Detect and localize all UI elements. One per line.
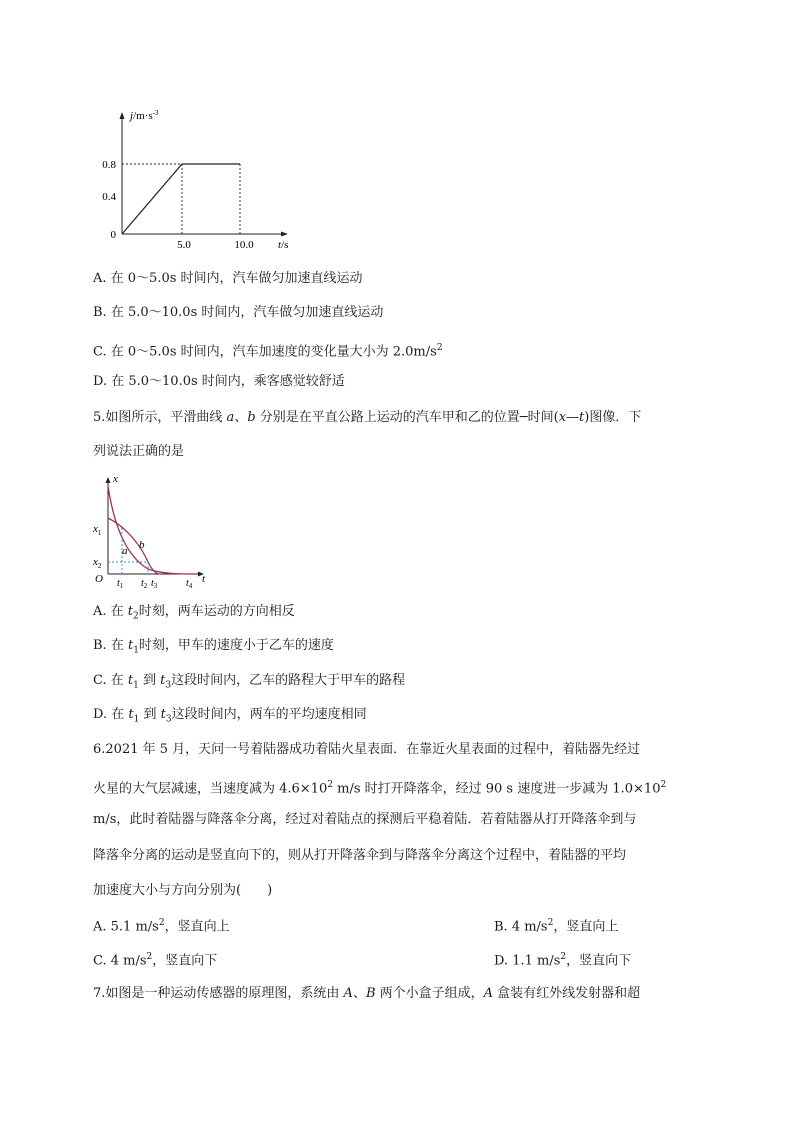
- t3-label: $t_3$: [151, 578, 158, 590]
- curve-a: [108, 486, 196, 574]
- q6-stem-line5: 加速度大小与方向分别为( ): [93, 883, 273, 898]
- t4-label: $t_4$: [186, 578, 193, 590]
- t-axis-label: t: [202, 573, 206, 585]
- q6-stem-line3: m/s，此时着陆器与降落伞分离，经过对着陆点的探测后平稳着陆．若着陆器从打开降落伞到与: [93, 812, 637, 827]
- q6-option-b: B. 4 $m/s^2$，竖直向上: [494, 918, 619, 935]
- q5-stem-line2: 列说法正确的是: [93, 444, 185, 459]
- x-axis-label: t/s: [278, 239, 289, 250]
- y-tick-0: 0: [110, 229, 116, 241]
- q4-option-d: D. 在 5.0～10.0s 时间内，乘客感觉较舒适: [93, 374, 345, 389]
- q6-stem-line2: 火星的大气层减速，当速度减为 $4.6\times 10^2$ m/s 时打开降落伞，经过 90 s 速度进一步减为 $1.0\times 10^2$: [93, 780, 667, 797]
- curve-b: [108, 518, 160, 574]
- jerk-time-graph: [100, 108, 300, 250]
- jerk-line: [122, 164, 240, 234]
- origin-label: O: [95, 573, 103, 585]
- y-axis-label: $j/m\cdot s^{-3}$: [130, 109, 159, 122]
- q6-stem-line4: 降落伞分离的运动是竖直向下的，则从打开降落伞到与降落伞分离这个过程中，着陆器的平均: [93, 848, 627, 863]
- y-axis-arrow: [120, 112, 125, 119]
- q5-option-d: D. 在 $t_1$ 到 $t_3$这段时间内，两车的平均速度相同: [93, 707, 367, 725]
- q6-stem-line1: 6.2021 年 5 月，天问一号着陆器成功着陆火星表面．在靠近火星表面的过程中，着陆器先经过: [93, 742, 641, 757]
- t1-label: $t_1$: [117, 578, 124, 590]
- q6-option-d: D. 1.1 $m/s^2$，竖直向下: [494, 952, 632, 969]
- x2-label: $x_2$: [93, 556, 102, 570]
- q6-option-c: C. 4 $m/s^2$，竖直向下: [93, 952, 218, 969]
- q6-option-a: A. 5.1 $m/s^2$，竖直向上: [93, 918, 230, 935]
- vertical-axis-label: x: [113, 473, 118, 485]
- q5-option-c: C. 在 $t_1$ 到 $t_3$这段时间内，乙车的路程大于甲车的路程: [93, 673, 406, 691]
- q4-option-a: A. 在 0～5.0s 时间内，汽车做匀加速直线运动: [93, 271, 363, 286]
- y-tick-0.4: 0.4: [102, 191, 116, 203]
- q4-option-c: C. 在 0～5.0s 时间内，汽车加速度的变化量大小为 $2.0m/s^2$: [93, 343, 443, 360]
- x1-label: $x_1$: [93, 523, 102, 537]
- x-tick-5: 5.0: [177, 239, 191, 250]
- t2-label: $t_2$: [141, 578, 148, 590]
- x-tick-10: 10.0: [234, 239, 254, 250]
- curve-b-label: b: [139, 539, 145, 551]
- vertical-arrow: [106, 477, 111, 483]
- q5-option-a: A. 在 $t_2$时刻，两车运动的方向相反: [93, 604, 295, 622]
- y-tick-0.8: 0.8: [102, 159, 116, 171]
- q5-stem-line1: 5.如图所示，平滑曲线 a、b 分别是在平直公路上运动的汽车甲和乙的位置─时间(x—t)图像．下: [93, 410, 642, 425]
- q4-option-b: B. 在 5.0～10.0s 时间内，汽车做匀加速直线运动: [93, 305, 384, 320]
- q5-option-b: B. 在 $t_1$时刻，甲车的速度小于乙车的速度: [93, 638, 334, 656]
- curve-a-label: a: [122, 545, 128, 557]
- q7-stem-line1: 7.如图是一种运动传感器的原理图，系统由 A、B 两个小盒子组成，A 盒装有红外线发射器和超: [93, 986, 641, 1001]
- x-axis-arrow: [281, 232, 288, 237]
- position-time-graph: [90, 470, 220, 590]
